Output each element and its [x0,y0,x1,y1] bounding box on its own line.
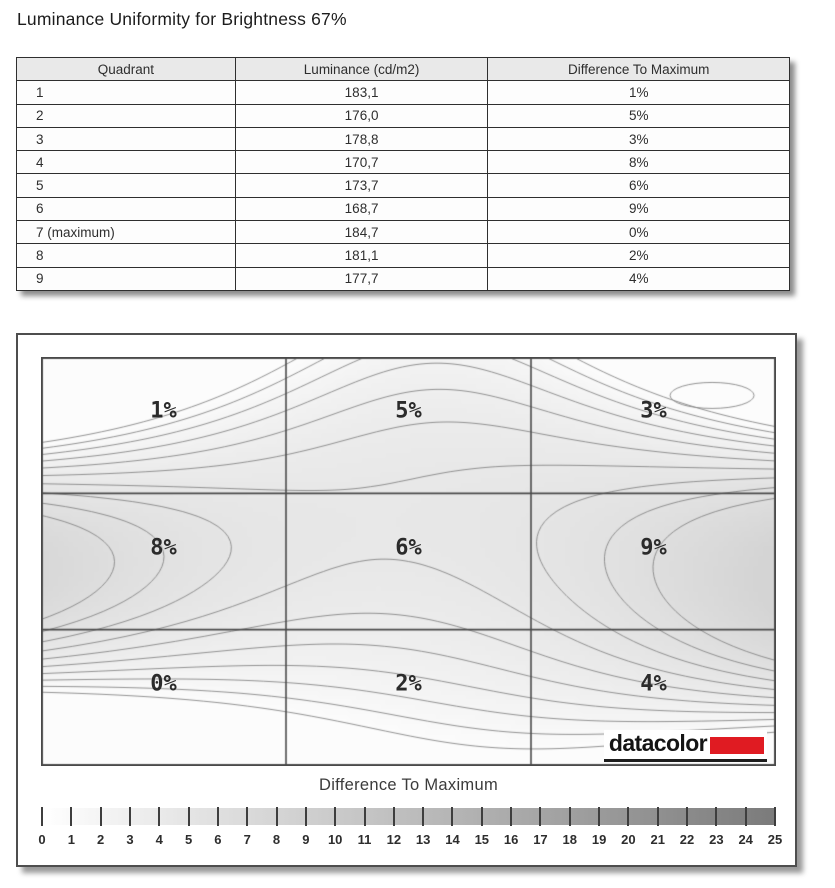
colorbar-tick-number: 0 [38,832,46,847]
table-cell: 176,0 [235,104,488,127]
table-cell: 8% [488,151,790,174]
table-row [17,267,790,290]
table-cell: 2% [488,244,790,267]
table-row [17,197,790,220]
table-cell: 5 [17,174,236,197]
colorbar-tick [188,807,190,826]
colorbar-tick [686,807,688,826]
colorbar-tick-number: 18 [562,832,577,847]
table-cell: 178,8 [235,127,488,150]
colorbar-tick [129,807,131,826]
table-cell: 5% [488,104,790,127]
table-row [17,244,790,267]
colorbar-tick-number: 1 [67,832,75,847]
table-cell: 9% [488,197,790,220]
colorbar-tick-number: 9 [302,832,310,847]
table-cell: 170,7 [235,151,488,174]
page-title: Luminance Uniformity for Brightness 67% [17,9,347,29]
table-cell: 8 [17,244,236,267]
quadrant-percentage-label: 0% [150,671,177,697]
colorbar-tick-number: 10 [327,832,343,847]
colorbar-tick-number: 23 [709,832,724,847]
quadrant-percentage-label: 3% [640,398,667,424]
colorbar-tick [70,807,72,826]
colorbar-tick [510,807,512,826]
colorbar-tick [569,807,571,826]
colorbar-tick-number: 8 [272,832,281,847]
colorbar-tick-number: 13 [415,832,431,847]
contour-plot [41,357,776,766]
table-cell: 6 [17,197,236,220]
colorbar-tick-number: 22 [679,832,695,847]
colorbar-tick-number: 5 [184,832,193,847]
colorbar-tick [774,807,776,826]
luminance-table [16,57,790,291]
table-header [17,58,790,81]
colorbar-tick-number: 25 [767,832,783,847]
table-cell: 2 [17,104,236,127]
uniformity-figure [16,333,797,867]
colorbar-tick-number: 14 [445,832,460,847]
contour-canvas [41,357,776,766]
colorbar-tick [422,807,424,826]
table-cell: 6% [488,174,790,197]
table-row [17,127,790,150]
colorbar-tick-number: 11 [357,832,372,847]
table-cell: 9 [17,267,236,290]
colorbar-tick [715,807,717,826]
colorbar-ticks [42,808,775,825]
quadrant-percentage-label: 5% [395,398,422,424]
colorbar-tick-number: 4 [155,832,163,847]
table-cell: 183,1 [235,81,488,104]
quadrant-percentage-label: 9% [640,535,667,560]
colorbar-tick [364,807,366,826]
table-cell: 184,7 [235,221,488,244]
colorbar-tick [305,807,307,826]
table-cell: 7 (maximum) [17,221,236,244]
table-cell: 4% [488,267,790,290]
table-cell: 1% [488,81,790,104]
table-cell: 1 [17,81,236,104]
colorbar-tick-number: 15 [474,832,490,847]
table-row [17,104,790,127]
table-cell: 177,7 [235,267,488,290]
colorbar-gradient [42,808,775,825]
colorbar-tick [539,807,541,826]
table-row [17,151,790,174]
table-cell: 173,7 [235,174,488,197]
colorbar-title: Difference To Maximum [318,776,498,794]
colorbar-tick [217,807,219,826]
colorbar-tick-number: 21 [650,832,665,847]
datacolor-logo-text: datacolor [608,730,707,756]
colorbar-tick [41,807,43,826]
table-body [17,81,790,291]
colorbar-tick [158,807,160,826]
colorbar-tick [100,807,102,826]
colorbar-tick-number: 2 [97,832,105,847]
colorbar-tick [246,807,248,826]
colorbar-tick-number: 17 [533,832,548,847]
table-cell: 181,1 [235,244,488,267]
colorbar-tick [393,807,395,826]
column-header: Quadrant [17,58,236,81]
colorbar-tick-number: 24 [738,832,753,847]
column-header: Luminance (cd/m2) [235,58,488,81]
table-row [17,81,790,104]
colorbar-tick-number: 12 [386,832,402,847]
datacolor-logo-red-bar [710,737,764,754]
colorbar-tick-number: 16 [503,832,519,847]
table-cell: 0% [488,221,790,244]
colorbar-tick [334,807,336,826]
table-cell: 3% [488,127,790,150]
colorbar-tick [627,807,629,826]
colorbar-tick-number: 6 [214,832,222,847]
quadrant-percentage-label: 8% [150,535,177,560]
colorbar-tick [657,807,659,826]
colorbar-tick [451,807,453,826]
colorbar-tick-number: 19 [591,832,607,847]
table-row [17,174,790,197]
table-cell: 168,7 [235,197,488,220]
table-row [17,221,790,244]
colorbar-tick [745,807,747,826]
table-cell: 4 [17,151,236,174]
colorbar-tick [276,807,278,826]
colorbar-tick-labels [38,832,783,848]
table-cell: 3 [17,127,236,150]
colorbar-tick [598,807,600,826]
quadrant-percentage-label: 4% [640,671,667,697]
column-header: Difference To Maximum [488,58,790,81]
colorbar-tick-number: 20 [621,832,636,847]
colorbar-tick [481,807,483,826]
quadrant-percentage-label: 6% [395,535,422,560]
colorbar-tick-number: 3 [126,832,134,847]
header-row [17,58,790,81]
quadrant-percentage-label: 2% [395,671,422,697]
colorbar-tick-number: 7 [243,832,251,847]
datacolor-logo [604,730,767,762]
quadrant-percentage-label: 1% [150,398,177,424]
